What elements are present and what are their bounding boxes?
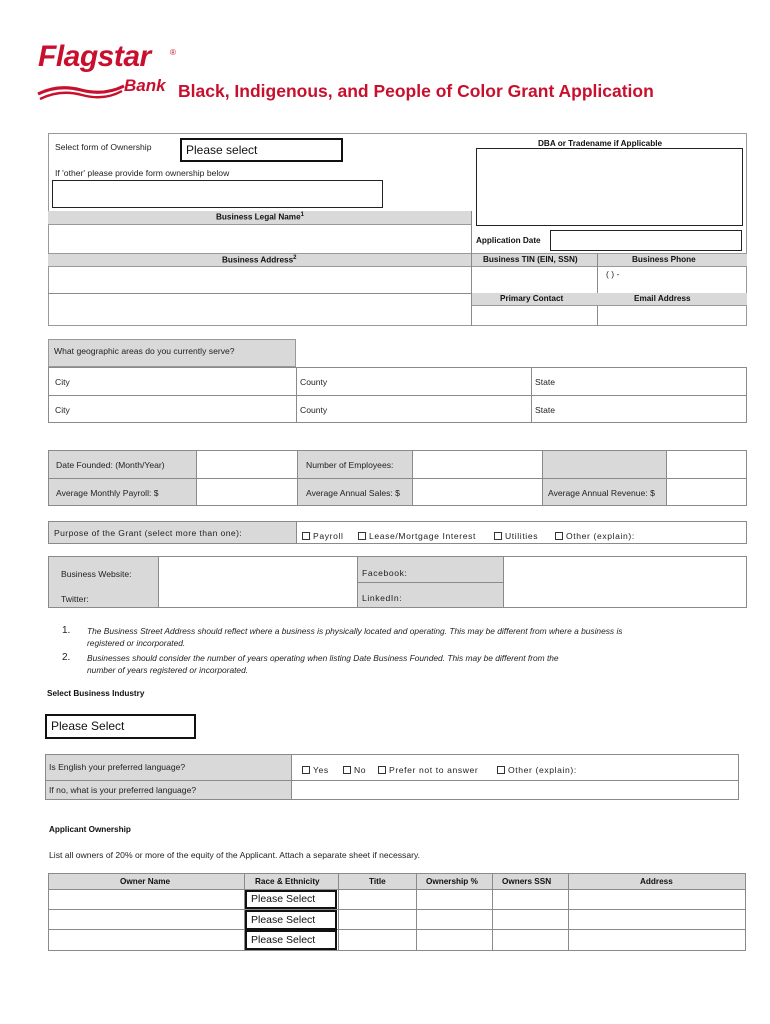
flagstar-logo [36,40,181,104]
checkbox-icon [494,532,502,540]
facebook-label: Facebook: [362,568,408,578]
race-select-row-2[interactable]: Please Select [245,910,337,930]
language-prefer-not-checkbox[interactable]: Prefer not to answer [378,765,478,775]
col-race-ethnicity: Race & Ethnicity [255,877,320,886]
legal-name-label: Business Legal Name$^1$ [216,212,304,222]
twitter-label: Twitter: [61,594,89,604]
footnote-1: The Business Street Address should reflect where a business is physically located and operating. This may be different from where a business is registered or incorporated. [87,626,623,648]
purpose-utilities-checkbox[interactable]: Utilities [494,531,538,541]
geo-question: What geographic areas do you currently serve? [54,346,235,356]
geo-county-1[interactable]: County [300,377,328,387]
divider [542,450,543,506]
dba-input[interactable] [476,148,743,226]
industry-heading: Select Business Industry [47,689,145,698]
checkbox-icon [378,766,386,774]
geo-state-2[interactable]: State [535,405,556,415]
checkbox-icon [343,766,351,774]
website-input[interactable] [159,557,357,607]
language-no-checkbox[interactable]: No [343,765,366,775]
annual-sales-label: Average Annual Sales: $ [306,488,400,498]
page-title: Black, Indigenous, and People of Color Grant Application [178,81,654,101]
brand-name: Flagstar [38,40,151,73]
divider [296,521,297,544]
date-founded-label: Date Founded: (Month/Year) [56,460,165,470]
industry-select[interactable]: Please Select [45,714,196,739]
language-other-checkbox[interactable]: Other (explain): [497,765,577,775]
ownership-label: Select form of Ownership [55,142,152,152]
geo-city-1[interactable]: City [55,377,70,387]
phone-input[interactable]: ( ) - [606,269,620,279]
phone-label: Business Phone [632,255,696,264]
divider [568,873,569,951]
geo-city-2[interactable]: City [55,405,70,415]
social-input[interactable] [504,557,746,607]
footnote-1-number: 1. [62,625,71,636]
col-ownership-pct: Ownership % [426,877,478,886]
purpose-other-checkbox[interactable]: Other (explain): [555,531,635,541]
footnote-2-number: 2. [62,652,71,663]
employees-label: Number of Employees: [306,460,394,470]
flagstar-swoosh-icon [36,80,126,102]
purpose-label: Purpose of the Grant (select more than one): [54,528,243,538]
language-question: Is English your preferred language? [49,762,186,772]
divider [416,873,417,951]
annual-revenue-label: Average Annual Revenue: $ [548,488,655,498]
ownership-other-input[interactable] [52,180,383,208]
tin-label: Business TIN (EIN, SSN) [483,255,578,264]
race-select-row-1[interactable]: Please Select [245,890,337,909]
application-date-input[interactable] [550,230,742,251]
primary-contact-label: Primary Contact [500,294,564,303]
checkbox-icon [302,766,310,774]
linkedin-label: LinkedIn: [362,593,403,603]
checkbox-icon [497,766,505,774]
col-owners-ssn: Owners SSN [502,877,552,886]
divider [492,873,493,951]
divider [296,367,297,423]
applicant-heading: Applicant Ownership [49,825,131,834]
checkbox-icon [302,532,310,540]
preferred-language-input[interactable] [292,781,738,799]
email-input[interactable] [598,306,747,326]
address-input-1[interactable] [48,267,471,293]
dba-label: DBA or Tradename if Applicable [538,139,663,148]
col-owner-name: Owner Name [120,877,171,886]
applicant-instruction: List all owners of 20% or more of the equity of the Applicant. Attach a separate sheet if necessary. [49,850,421,860]
checkbox-icon [555,532,563,540]
address-label: Business Address$^2$ [222,255,297,265]
footnote-2: Businesses should consider the number of years operating when listing Date Business Founded. This may be different from the number of years registered or incorporated. [87,653,559,675]
tin-input[interactable] [472,267,597,293]
divider [48,395,747,396]
divider [412,450,413,506]
checkbox-icon [358,532,366,540]
address-input-2[interactable] [48,294,471,326]
divider [48,909,746,910]
divider [297,450,298,506]
application-date-label: Application Date [476,236,541,245]
divider [666,450,667,506]
purpose-lease-checkbox[interactable]: Lease/Mortgage Interest [358,531,476,541]
primary-contact-input[interactable] [472,306,597,326]
geo-county-2[interactable]: County [300,405,328,415]
divider [196,450,197,506]
race-select-row-3[interactable]: Please Select [245,930,337,950]
divider [357,556,358,608]
brand-registered-mark: ® [170,48,176,57]
email-label: Email Address [634,294,691,303]
revenue-top-cell [543,451,666,478]
ownership-other-hint: If 'other' please provide form ownership below [55,168,230,178]
col-address: Address [640,877,673,886]
ownership-select[interactable]: Please select [180,138,343,162]
legal-name-input[interactable] [48,225,471,253]
language-yes-checkbox[interactable]: Yes [302,765,329,775]
brand-subname: Bank [124,76,166,95]
divider [338,873,339,951]
website-label: Business Website: [61,569,132,579]
geo-state-1[interactable]: State [535,377,556,387]
col-title: Title [369,877,386,886]
monthly-payroll-label: Average Monthly Payroll: $ [56,488,159,498]
divider [48,929,746,930]
purpose-payroll-checkbox[interactable]: Payroll [302,531,343,541]
divider [48,889,746,890]
divider [531,367,532,423]
language-followup: If no, what is your preferred language? [49,785,197,795]
